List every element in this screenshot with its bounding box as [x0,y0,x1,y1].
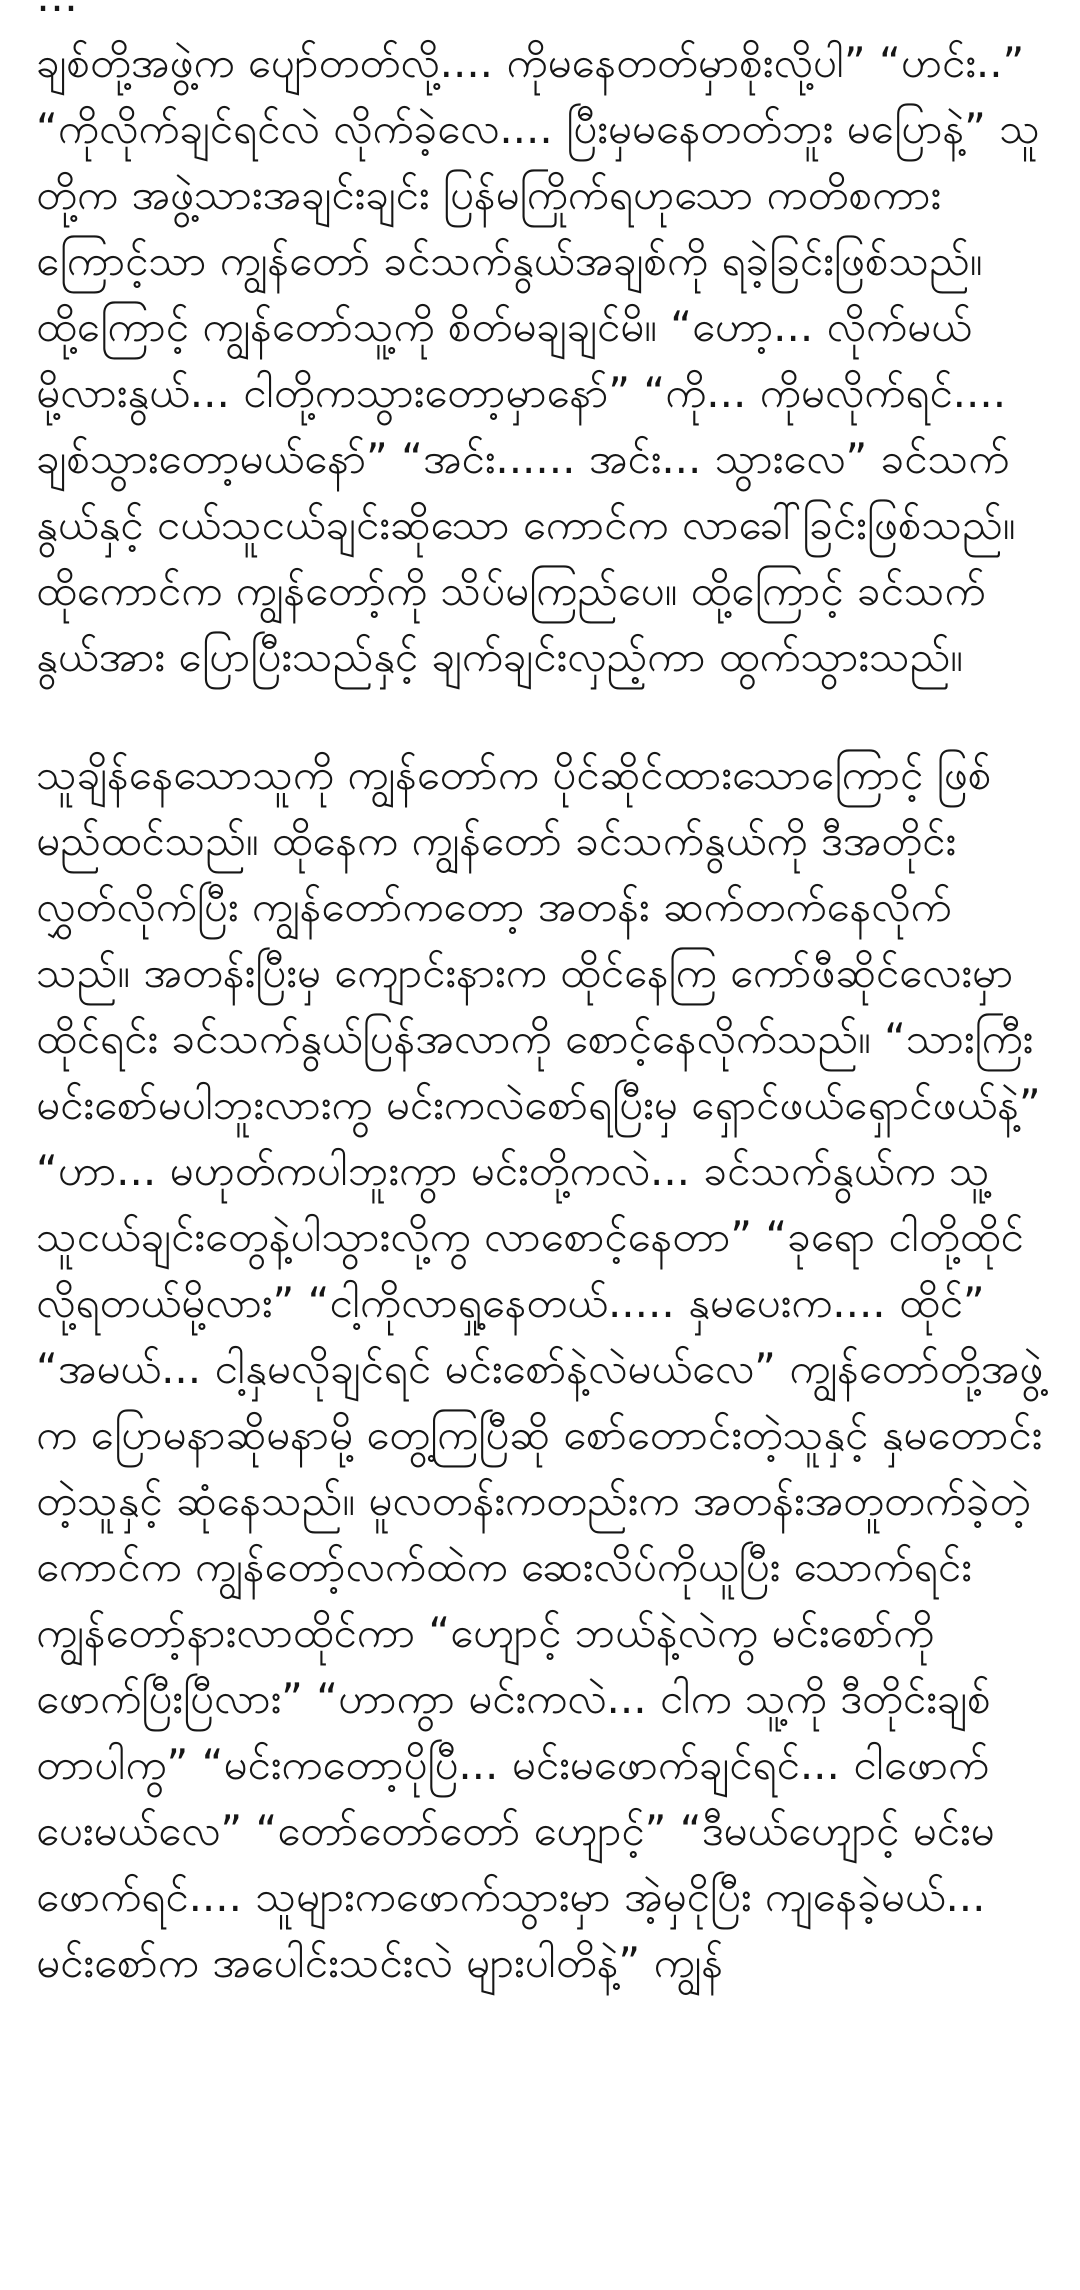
paragraph-2: သူချိန်နေသောသူကို ကျွန်တော်က ပိုင်ဆိုင်ထားသောကြောင့် ဖြစ်မည်ထင်သည်။ ထိုနေက ကျွန်တော် ခင်သက်နွယ်ကို ဒီအတိုင်းလွှတ်လိုက်ပြီး ကျွန်တော်ကတော့ အတန်း ဆက်တက်နေလိုက်သည်။ အတန်းပြီးမှ ကျောင်းနားက ထိုင်နေကြ ကော်ဖီဆိုင်လေးမှာထိုင်ရင်း ခင်သက်နွယ်ပြန်အလာကို စောင့်နေလိုက်သည်။ “သားကြီး မင်းစော်မပါဘူးလားကွ မင်းကလဲစော်ရပြီးမှ ရှောင်ဖယ်ရှောင်ဖယ်နဲ့” “ဟာ... မဟုတ်ကပါဘူးကွာ မင်းတို့ကလဲ... ခင်သက်နွယ်က သူ့သူငယ်ချင်းတွေနဲ့ပါသွားလို့ကွ လာစောင့်နေတာ” “ခုရော ငါတို့ထိုင်လို့ရတယ်မို့လား” “ငါ့ကိုလာရှု့နေတယ်..... နှမပေးက.... ထိုင်” “အမယ်... ငါ့နှမလိုချင်ရင် မင်းစော်နဲ့လဲမယ်လေ” ကျွန်တော်တို့အဖွဲ့က ပြောမနာဆိုမနာမို့ တွေ့ကြပြီဆို စော်တောင်းတဲ့သူနှင့် နှမတောင်းတဲ့သူနှင့် ဆုံနေသည်။ မူလတန်းကတည်းက အတန်းအတူတက်ခဲ့တဲ့ကောင်က ကျွန်တော့်လက်ထဲက ဆေးလိပ်ကိုယူပြီး သောက်ရင်း ကျွန်တော့်နားလာထိုင်ကာ “ဟျောင့် ဘယ်နဲ့လဲကွ မင်းစော်ကို ဖောက်ပြီးပြီလား” “ဟာကွာ မင်းကလဲ... ငါက သူ့ကို ဒီတိုင်းချစ်တာပါကွ” “မင်းကတော့ပိုပြီ... မင်းမဖောက်ချင်ရင်... ငါဖောက်ပေးမယ်လေ” “တော်တော်တော် ဟျောင့်” “ဒီမယ်ဟျောင့် မင်းမဖောက်ရင်.... သူများကဖောက်သွားမှာ အဲ့မှငိုပြီး ကျနေခဲ့မယ်... မင်းစော်က အပေါင်းသင်းလဲ များပါတိနဲ့” ကျွန် [36,750,1054,1987]
paragraph-1: ချစ်တို့အဖွဲ့က ပျော်တတ်လို့.... ကိုမနေတတ်မှာစိုးလို့ပါ” “ဟင်း..” “ကိုလိုက်ချင်ရင်လဲ လိုက်ခဲ့လေ.... ပြီးမှမနေတတ်ဘူး မပြောနဲ့” သူတို့က အဖွဲ့သားအချင်းချင်း ပြန်မကြိုက်ရဟုသော ကတိစကားကြောင့်သာ ကျွန်တော် ခင်သက်နွယ်အချစ်ကို ရခဲ့ခြင်းဖြစ်သည်။ ထို့ကြောင့် ကျွန်တော်သူ့ကို စိတ်မချချင်မိ။ “ဟော့... လိုက်မယ်မို့လားနွယ်... ငါတို့ကသွားတော့မှာနော်” “ကို... ကိုမလိုက်ရင်.... ချစ်သွားတော့မယ်နော်” “အင်း...... အင်း... သွားလေ” ခင်သက်နွယ်နှင့် ငယ်သူငယ်ချင်းဆိုသော ကောင်က လာခေါ်ခြင်းဖြစ်သည်။ ထိုကောင်က ကျွန်တော့်ကို သိပ်မကြည်ပေ။ ထို့ကြောင့် ခင်သက်နွယ်အား ပြောပြီးသည်နှင့် ချက်ချင်းလှည့်ကာ ထွက်သွားသည်။ [36,38,1040,681]
paragraph-gap [36,690,1044,742]
story-text [36,0,1054,1996]
partial-top-line [36,0,1044,30]
